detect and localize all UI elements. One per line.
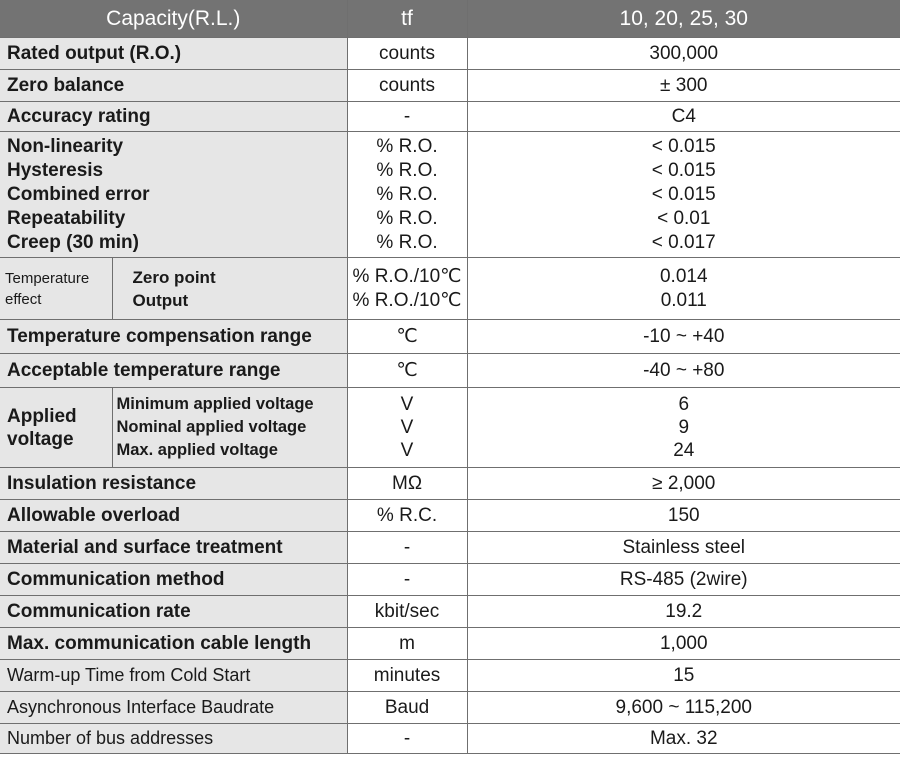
row-unit: m [347,628,467,660]
row-label: Max. communication cable length [0,628,347,660]
row-unit: kbit/sec [347,596,467,628]
applied-voltage-sub-labels [112,388,347,468]
row-unit: - [347,102,467,132]
table-row-temperature-effect [0,258,900,320]
row-unit: % R.O. [376,159,438,181]
row-label: Rated output (R.O.) [0,38,347,70]
row-unit: - [347,564,467,596]
row-unit: MΩ [347,468,467,500]
table-row [0,102,900,132]
group-label-line: voltage [7,428,74,450]
table-row [0,564,900,596]
row-label: Number of bus addresses [0,724,347,754]
row-value: ≥ 2,000 [467,468,900,500]
row-label: Creep (30 min) [7,231,139,253]
capacity-header: Capacity(R.L.) [0,0,347,38]
row-label: Acceptable temperature range [0,354,347,388]
row-label: Warm-up Time from Cold Start [0,660,347,692]
row-label: Allowable overload [0,500,347,532]
table-row [0,724,900,754]
table-row [0,500,900,532]
row-value: ± 300 [467,70,900,102]
row-unit: % R.O./10℃ [352,265,462,287]
table-row-applied-voltage [0,388,900,468]
row-unit: counts [347,70,467,102]
group-label-line: Temperature [5,269,90,287]
applied-voltage-values [467,388,900,468]
table-row-error-group [0,132,900,258]
row-value: 6 [678,394,690,415]
row-value: < 0.01 [657,207,711,229]
temperature-effect-values [467,258,900,320]
row-label: Non-linearity [7,135,124,157]
row-unit: minutes [347,660,467,692]
row-value: < 0.015 [651,159,716,181]
row-label: Insulation resistance [0,468,347,500]
temperature-effect-sub-labels [112,258,347,320]
error-group-labels [0,132,347,258]
row-value: 1,000 [467,628,900,660]
row-value: < 0.015 [651,183,716,205]
row-value: 9,600 ~ 115,200 [467,692,900,724]
table-row [0,692,900,724]
row-value: 300,000 [467,38,900,70]
row-value: Stainless steel [467,532,900,564]
row-label: Asynchronous Interface Baudrate [0,692,347,724]
row-label: Minimum applied voltage [116,395,314,413]
row-label: Hysteresis [7,159,104,181]
error-group-units [347,132,467,258]
table-row [0,628,900,660]
unit-header: tf [347,0,467,38]
table-row [0,320,900,354]
row-value: C4 [467,102,900,132]
row-unit: ℃ [347,354,467,388]
row-unit: - [347,724,467,754]
row-value: RS-485 (2wire) [467,564,900,596]
row-unit: Baud [347,692,467,724]
row-label: Combined error [7,183,150,205]
row-value: -40 ~ +80 [467,354,900,388]
temperature-effect-units [347,258,467,320]
table-row [0,38,900,70]
capacity-values-header: 10, 20, 25, 30 [467,0,900,38]
applied-voltage-group-label [0,388,112,468]
error-group-values [467,132,900,258]
row-value: -10 ~ +40 [467,320,900,354]
row-value: 15 [467,660,900,692]
row-unit: counts [347,38,467,70]
row-label: Communication method [0,564,347,596]
group-label-line: effect [5,290,42,308]
row-unit: % R.O./10℃ [352,289,462,311]
row-label: Nominal applied voltage [116,418,307,436]
row-label: Zero balance [0,70,347,102]
row-label: Temperature compensation range [0,320,347,354]
row-unit: % R.O. [376,207,438,229]
table-row [0,468,900,500]
row-value: 0.014 [659,265,708,287]
row-unit: - [347,532,467,564]
row-label: Accuracy rating [0,102,347,132]
row-value: 19.2 [467,596,900,628]
row-unit: % R.O. [376,231,438,253]
row-unit: V [400,417,414,438]
row-value: Max. 32 [467,724,900,754]
row-unit: V [400,440,414,461]
table-row [0,354,900,388]
temperature-effect-group-label [0,258,112,320]
row-value: 0.011 [660,289,707,311]
row-label: Max. applied voltage [116,441,278,459]
table-row [0,660,900,692]
row-value: 150 [467,500,900,532]
row-unit: % R.O. [376,135,438,157]
row-unit: % R.O. [376,183,438,205]
row-unit: ℃ [347,320,467,354]
row-unit: % R.C. [347,500,467,532]
row-value: < 0.017 [651,231,716,253]
applied-voltage-units [347,388,467,468]
group-label-line: Applied [7,405,77,427]
row-value: 24 [673,440,695,461]
table-row [0,532,900,564]
row-label: Material and surface treatment [0,532,347,564]
row-label: Repeatability [7,207,126,229]
table-row [0,70,900,102]
row-unit: V [400,394,414,415]
table-row [0,596,900,628]
row-value: < 0.015 [651,135,716,157]
header-row [0,0,900,38]
row-label: Output [132,290,189,310]
row-value: 9 [678,417,690,438]
row-label: Zero point [132,267,216,287]
row-label: Communication rate [0,596,347,628]
